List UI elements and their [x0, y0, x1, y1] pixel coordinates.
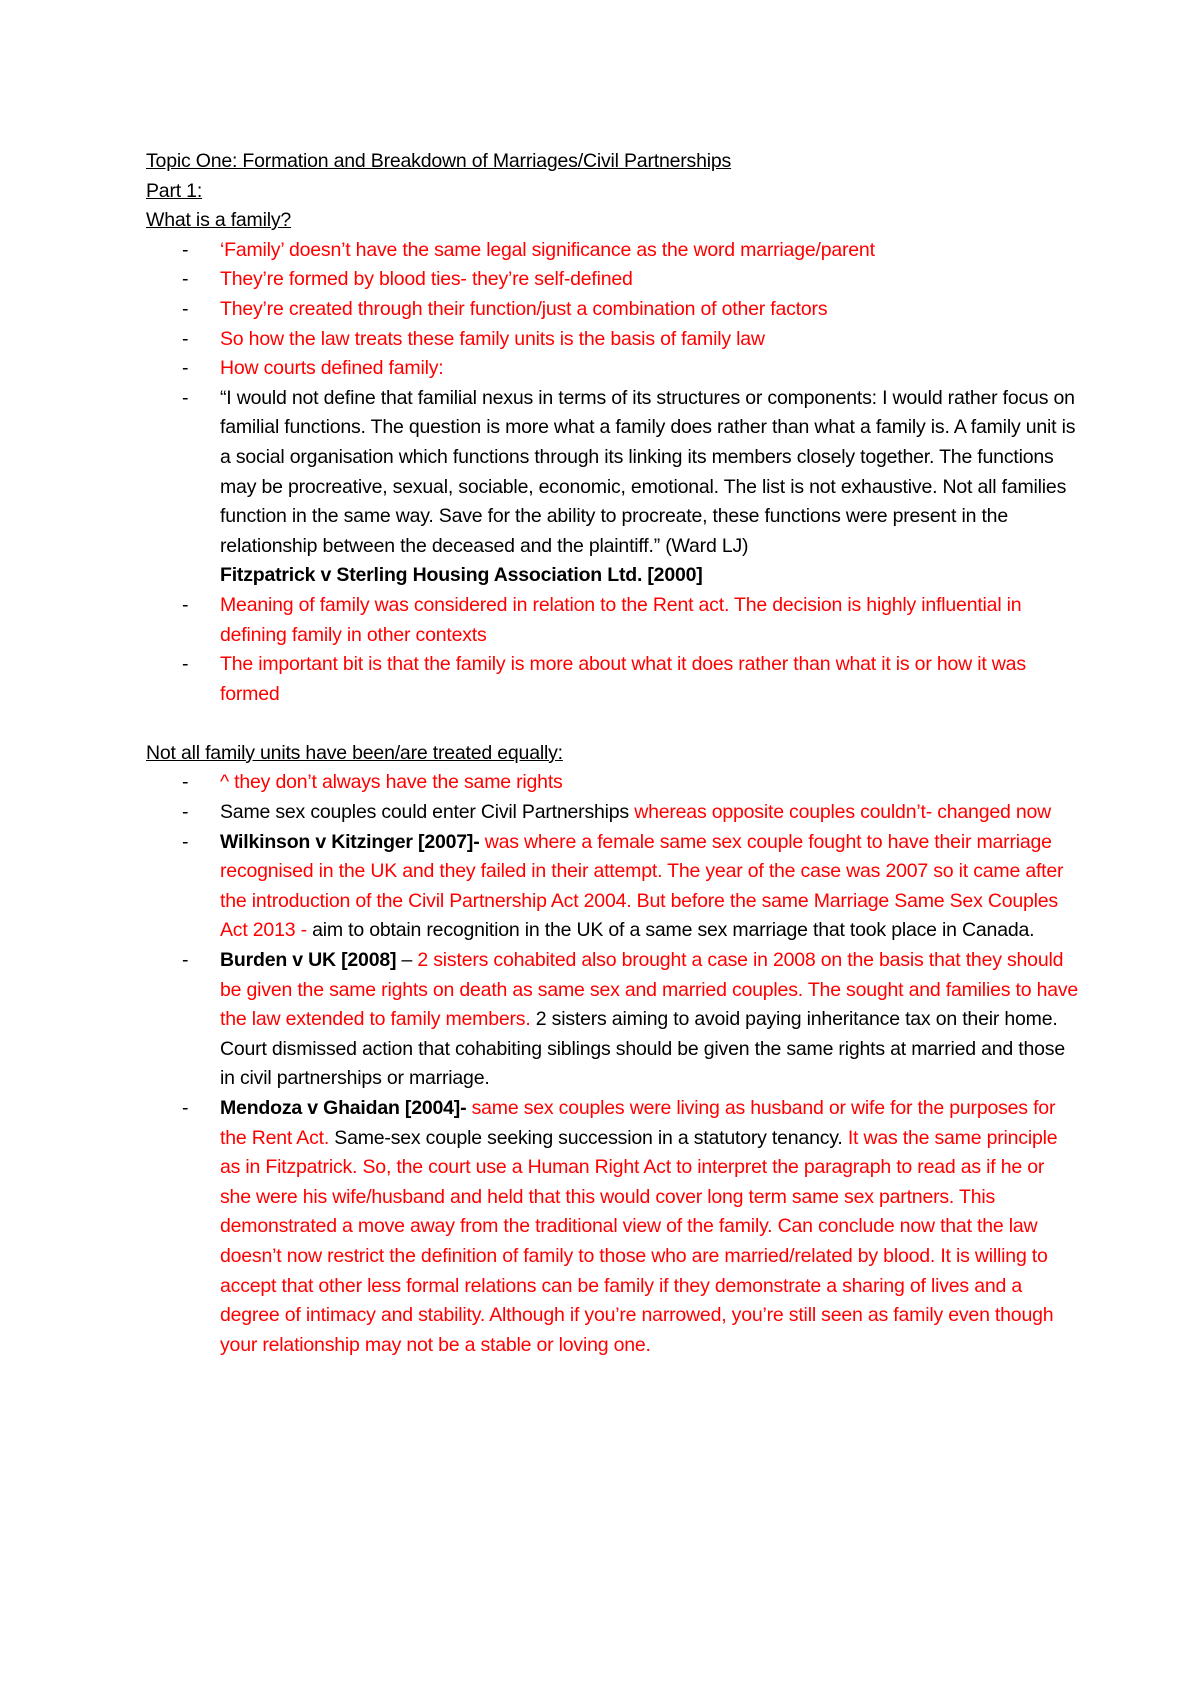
bullet-dash: -	[182, 268, 189, 291]
list-item-text: same sex couples were living as husband or wife for the purposes for the Rent Act.	[220, 1097, 1056, 1149]
part-heading: Part 1:	[146, 179, 203, 202]
bullet-dash: -	[182, 327, 189, 350]
bullet-dash: -	[182, 1097, 189, 1119]
list-item-text: Burden v UK [2008]	[220, 949, 397, 972]
list-item-text: was where a female same sex couple fought to have their marriage recognised in the UK and they failed in their attempt. The year of the case was 2007 so it came after the introduction of the Civil Partnership Act 2004. But before the same Marriage Same Sex Couples Act 2013 -	[220, 830, 1064, 942]
list-item	[146, 828, 1080, 946]
list-item	[146, 325, 1080, 355]
list-item	[146, 265, 1080, 295]
list-item	[146, 295, 1080, 325]
bullet-dash: -	[182, 297, 189, 320]
list-item-text: So how the law treats these family units is the basis of family law	[220, 327, 765, 350]
list-item-text: aim to obtain recognition in the UK of a same sex marriage that took place in Canada.	[306, 919, 1035, 942]
list-item-text: They’re created through their function/just a combination of other factors	[220, 297, 828, 320]
list-item-text: 2 sisters aiming to avoid paying inheritance tax on their home. Court dismissed action that cohabiting siblings should be given the same rights at married and those in civil partnerships or marriage.	[220, 1008, 1065, 1090]
list-item-text: whereas opposite couples couldn’t- changed now	[634, 801, 1052, 824]
section-heading-what-is-family: What is a family?	[146, 209, 292, 232]
bullet-dash: -	[182, 386, 189, 409]
list-item	[146, 650, 1080, 709]
bullet-dash: -	[182, 653, 189, 676]
list-item-text: Same-sex couple seeking succession in a statutory tenancy.	[329, 1126, 848, 1149]
list-item-text: The important bit is that the family is more about what it does rather than what it is or how it was formed	[220, 653, 1026, 705]
list-item	[146, 798, 1080, 828]
list-item	[146, 591, 1080, 650]
bullet-list-family	[146, 236, 1080, 562]
list-item-text: “I would not define that familial nexus in terms of its structures or components: I would rather focus on familial functions. The question is more what a family does rather than what a family is. A family unit is a social organisation which functions through its linking its members closely together. The functions may be procreative, sexual, sociable, economic, emotional. The list is not exhaustive. Not all families function in the same way. Save for the ability to procreate, these functions were present in the relationship between the deceased and the plaintiff.” (Ward LJ)	[220, 386, 1076, 557]
list-item	[146, 384, 1080, 562]
bullet-dash: -	[182, 949, 189, 972]
list-item-text: It was the same principle as in Fitzpatrick. So, the court use a Human Right Act to interpret the paragraph to read as if he or she were his wife/husband and held that this would cover long term same sex partners. This demonstrated a move away from the traditional view of the family. Can conclude now that the law doesn’t now restrict the definition of family to those who are married/related by blood. It is willing to accept that other less formal relations can be family if they demonstrate a sharing of lives and a degree of intimacy and stability. Although if you’re narrowed, you’re still seen as family even though your relationship may not be a stable or loving one.	[220, 1126, 1058, 1356]
bullet-dash: -	[182, 771, 189, 794]
bullet-dash: -	[182, 593, 189, 616]
list-item-text: Mendoza v Ghaidan [2004]-	[220, 1097, 467, 1119]
list-item-text: How courts defined family:	[220, 357, 444, 380]
section-heading-not-equal: Not all family units have been/are treated equally:	[146, 741, 563, 764]
blank-line	[146, 709, 1080, 739]
list-item	[146, 1094, 1080, 1360]
bullet-dash: -	[182, 830, 189, 853]
list-item-text: They’re formed by blood ties- they’re self-defined	[220, 268, 633, 291]
document-body	[146, 147, 1080, 1360]
bullet-list-fitzpatrick-notes	[146, 591, 1080, 709]
list-item-text: ^ they don’t always have the same rights	[220, 771, 563, 794]
list-item	[146, 354, 1080, 384]
list-item	[146, 768, 1080, 798]
case-citation-fitzpatrick: Fitzpatrick v Sterling Housing Association Ltd. [2000]	[220, 564, 703, 587]
list-item	[146, 946, 1080, 1094]
bullet-list-unequal-treatment	[146, 768, 1080, 1360]
bullet-dash: -	[182, 238, 189, 261]
list-item-text: ‘Family’ doesn’t have the same legal significance as the word marriage/parent	[220, 238, 875, 261]
bullet-dash: -	[182, 357, 189, 380]
list-item-text: Same sex couples could enter Civil Partnerships	[220, 801, 635, 824]
list-item	[146, 236, 1080, 266]
document-title: Topic One: Formation and Breakdown of Marriages/Civil Partnerships	[146, 150, 732, 172]
list-item-text: Meaning of family was considered in relation to the Rent act. The decision is highly influential in defining family in other contexts	[220, 593, 1022, 646]
list-item-text: Wilkinson v Kitzinger [2007]-	[220, 830, 480, 853]
list-item-text: –	[396, 949, 418, 972]
list-item-text: 2 sisters cohabited also brought a case in 2008 on the basis that they should be given the same rights on death as same sex and married couples. The sought and families to have the law extended to family members.	[220, 949, 1079, 1031]
bullet-dash: -	[182, 801, 189, 824]
